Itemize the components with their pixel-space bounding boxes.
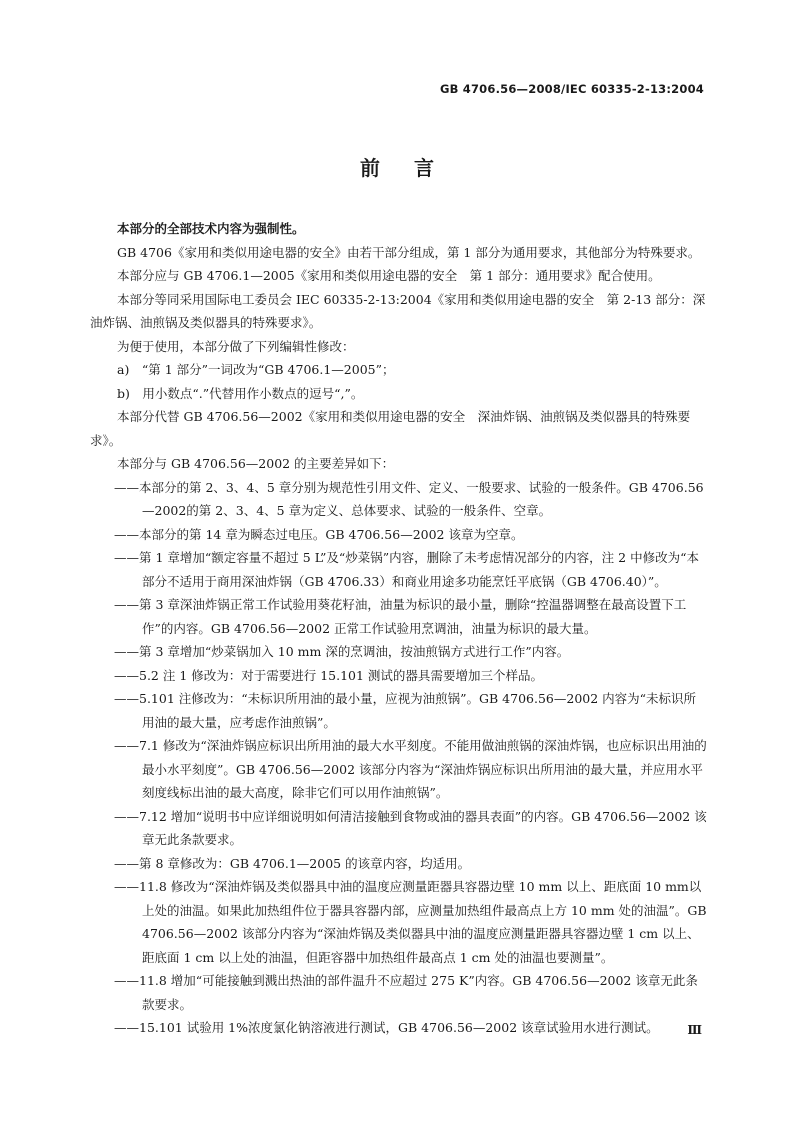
foreword-body xyxy=(90,217,707,1040)
list-item: ——11.8 增加“可能接触到溅出热油的部件温升不应超过 275 K”内容。GB 4706.56—2002 该章无此条款要求。 xyxy=(114,973,698,1012)
list-item: ——第 1 章增加“额定容量不超过 5 L”及“炒菜锅”内容，删除了未考虑情况部分的内容，注 2 中修改为“本部分不适用于商用深油炸锅（GB 4706.33）和商业用途多功能烹饪平底锅（GB 4706.40）”。 xyxy=(114,550,699,589)
list-item: ——本部分的第 2、3、4、5 章分别为规范性引用文件、定义、一般要求、试验的一般条件。GB 4706.56—2002的第 2、3、4、5 章为定义、总体要求、试验的一般条件、空章。 xyxy=(114,479,704,518)
list-item: ——11.8 修改为“深油炸锅及类似器具中油的温度应测量距器具容器边壁 10 mm 以上、距底面 10 mm以上处的油温。如果此加热组件位于器具容器内部，应测量加热组件最高点上方 10 mm 处的油温”。GB 4706.56—2002 该部分内容为“深油炸锅及类似器具中油的温度应测量距器具容器边壁 1 cm 以上、距底面 1 cm 以上处的油温，但距容器中加热组件最高点 1 cm 处的油温也要测量”。 xyxy=(114,879,707,965)
page-title: 前言 xyxy=(360,156,468,180)
list-item: ——7.1 修改为“深油炸锅应标识出所用油的最大水平刻度。不能用做油煎锅的深油炸锅，也应标识出用油的最小水平刻度”。GB 4706.56—2002 该部分内容为“深油炸锅应标识出所用油的最大量，并应用水平刻度线标出油的最大高度，除非它们可以用作油煎锅”。 xyxy=(114,738,707,800)
list-item: ——5.2 注 1 修改为：对于需要进行 15.101 测试的器具需要增加三个样品。 xyxy=(114,667,543,683)
page-number: Ⅲ xyxy=(687,1023,702,1037)
standard-code: GB 4706.56—2008/IEC 60335-2-13:2004 xyxy=(439,82,704,96)
paragraph-use-with: 本部分应与 GB 4706.1—2005《家用和类似用途电器的安全 第 1 部分：通用要求》配合使用。 xyxy=(117,268,661,283)
list-item: ——第 8 章修改为：GB 4706.1—2005 的该章内容，均适用。 xyxy=(114,855,471,871)
list-item: ——本部分的第 14 章为瞬态过电压。GB 4706.56—2002 该章为空章。 xyxy=(114,526,524,542)
mandatory-statement: 本部分的全部技术内容为强制性。 xyxy=(117,221,305,236)
editorial-item-a: a) “第 1 部分”一词改为“GB 4706.1—2005”； xyxy=(117,362,395,377)
paragraph-adoption: 本部分等同采用国际电工委员会 IEC 60335-2-13:2004《家用和类似用途电器的安全 第 2-13 部分：深油炸锅、油煎锅及类似器具的特殊要求》。 xyxy=(90,291,706,330)
differences-list xyxy=(114,476,707,1040)
paragraph-editorial-intro: 为便于使用，本部分做了下列编辑性修改： xyxy=(117,338,355,354)
list-item: ——5.101 注修改为：“未标识所用油的最小量，应视为油煎锅”。GB 4706.56—2002 内容为“未标识所用油的最大量，应考虑作油煎锅”。 xyxy=(114,691,697,730)
paragraph-series-intro: GB 4706《家用和类似用途电器的安全》由若干部分组成，第 1 部分为通用要求，其他部分为特殊要求。 xyxy=(117,244,701,260)
paragraph-replaces: 本部分代替 GB 4706.56—2002《家用和类似用途电器的安全 深油炸锅、油煎锅及类似器具的特殊要求》。 xyxy=(90,409,691,448)
paragraph-differences-intro: 本部分与 GB 4706.56—2002 的主要差异如下： xyxy=(117,456,395,471)
list-item: ——第 3 章增加“炒菜锅加入 10 mm 深的烹调油，按油煎锅方式进行工作”内容。 xyxy=(114,644,570,659)
editorial-item-b: b) 用小数点“.”代替用作小数点的逗号“,”。 xyxy=(117,385,364,401)
list-item: ——第 3 章深油炸锅正常工作试验用葵花籽油，油量为标识的最小量，删除“控温器调整在最高设置下工作”的内容。GB 4706.56—2002 正常工作试验用烹调油，油量为标识的最大量。 xyxy=(114,597,687,636)
list-item: ——15.101 试验用 1%浓度氯化钠溶液进行测试，GB 4706.56—2002 该章试验用水进行测试。 xyxy=(114,1020,659,1035)
list-item: ——7.12 增加“说明书中应详细说明如何清洁接触到食物或油的器具表面”的内容。GB 4706.56—2002 该章无此条款要求。 xyxy=(114,808,707,847)
